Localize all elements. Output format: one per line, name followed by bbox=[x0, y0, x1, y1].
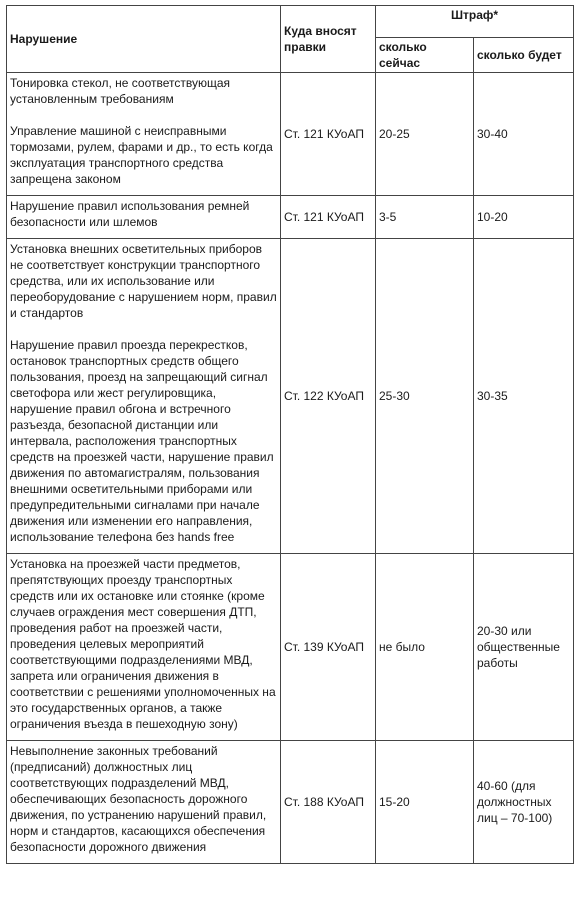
article-cell: Ст. 139 КУоАП bbox=[281, 554, 376, 741]
fine-now-cell: 20-25 bbox=[376, 73, 474, 196]
fine-will-be-cell: 20-30 или общественные работы bbox=[474, 554, 574, 741]
violation-text: Установка внешних осветительных приборов не соответствует конструкции транспортного средства, или их использование или переоборудование с нарушением норм, правил и стандартов bbox=[10, 242, 277, 320]
violation-text: Тонировка стекол, не соответствующая установленным требованиям bbox=[10, 76, 231, 106]
violation-text: Установка на проезжей части предметов, препятствующих проезду транспортных средств или их остановке или стоянке (кроме случаев ограждения мест совершения ДТП, проведения работ на проезжей части, проведения целевых мероприятий соответствующими подразделениями МВД, запрета или ограничения движения в соответствии с решениями уполномоченных на это государственных органов, а также ограничения въезда в пешеходную зону) bbox=[10, 557, 276, 731]
fine-now-cell: не было bbox=[376, 554, 474, 741]
header-where: Куда вносят правки bbox=[281, 6, 376, 73]
article-cell: Ст. 188 КУоАП bbox=[281, 741, 376, 864]
fine-now-cell: 25-30 bbox=[376, 239, 474, 554]
violation-cell bbox=[7, 554, 281, 741]
header-will-be: сколько будет bbox=[474, 38, 574, 73]
table-row bbox=[7, 73, 574, 196]
article-cell: Ст. 121 КУоАП bbox=[281, 73, 376, 196]
header-fine: Штраф* bbox=[376, 6, 574, 38]
violation-text: Нарушение правил использования ремней безопасности или шлемов bbox=[10, 199, 250, 229]
table-body bbox=[7, 73, 574, 864]
violation-text: Нарушение правил проезда перекрестков, остановок транспортных средств общего пользования, проезд на запрещающий сигнал светофора или жест регулировщика, нарушение правил обгона и встречного разъезда, безопасной дистанции или интервала, расположения транспортных средств на проезжей части, нарушение правил движения по автомагистралям, пользования внешними осветительными приборами или предупредительными сигналами при начале движения или изменении его направления, использование телефона без hands free bbox=[10, 338, 274, 544]
article-cell: Ст. 121 КУоАП bbox=[281, 196, 376, 239]
table-row bbox=[7, 554, 574, 741]
fine-will-be-cell: 40-60 (для должностных лиц – 70-100) bbox=[474, 741, 574, 864]
violation-text: Управление машиной с неисправными тормозами, рулем, фарами и др., то есть когда эксплуатация транспортного средства запрещена законом bbox=[10, 124, 273, 186]
fine-will-be-cell: 10-20 bbox=[474, 196, 574, 239]
fine-will-be-cell: 30-35 bbox=[474, 239, 574, 554]
violation-cell bbox=[7, 239, 281, 554]
fine-now-cell: 15-20 bbox=[376, 741, 474, 864]
table-row bbox=[7, 741, 574, 864]
fine-will-be-cell: 30-40 bbox=[474, 73, 574, 196]
header-violation: Нарушение bbox=[7, 6, 281, 73]
violation-text: Невыполнение законных требований (предписаний) должностных лиц соответствующих подразделений МВД, обеспечивающих безопасность дорожного движения, по устранению нарушений правил, норм и стандартов, касающихся обеспечения безопасности дорожного движения bbox=[10, 744, 267, 854]
table-row bbox=[7, 196, 574, 239]
violation-cell bbox=[7, 73, 281, 196]
fines-table bbox=[6, 5, 574, 864]
header-now: сколько сейчас bbox=[376, 38, 474, 73]
violation-cell bbox=[7, 741, 281, 864]
article-cell: Ст. 122 КУоАП bbox=[281, 239, 376, 554]
violation-cell bbox=[7, 196, 281, 239]
table-row bbox=[7, 239, 574, 554]
fine-now-cell: 3-5 bbox=[376, 196, 474, 239]
